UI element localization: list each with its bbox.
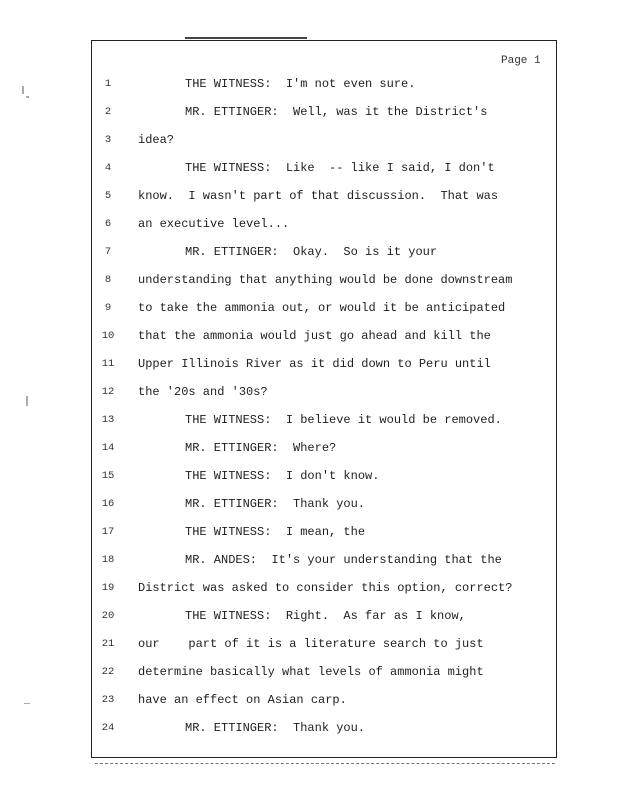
transcript-line [0,550,618,570]
transcript-line [0,662,618,682]
transcript-line [0,326,618,346]
line-text: understanding that anything would be done downstream [138,273,513,287]
line-text: District was asked to consider this option, correct? [138,581,513,595]
transcript-line [0,634,618,654]
transcript-line [0,186,618,206]
line-number: 6 [104,218,112,230]
transcript-line [0,130,618,150]
frame-top-mark [185,37,307,39]
scan-speck [26,96,29,98]
line-text: THE WITNESS: I believe it would be removed. [185,413,502,427]
transcript-line [0,382,618,402]
line-text: to take the ammonia out, or would it be anticipated [138,301,506,315]
frame-bottom-mark [95,763,555,765]
transcript-line [0,354,618,374]
line-text: have an effect on Asian carp. [138,693,347,707]
transcript-line [0,158,618,178]
line-text: THE WITNESS: Like -- like I said, I don't [185,161,495,175]
line-text: MR. ANDES: It's your understanding that the [185,553,502,567]
line-text: THE WITNESS: I don't know. [185,469,380,483]
transcript-line [0,298,618,318]
scan-speck [24,703,30,704]
transcript-line [0,690,618,710]
line-number: 20 [101,610,115,622]
line-text: MR. ETTINGER: Okay. So is it your [185,245,438,259]
line-text: THE WITNESS: Right. As far as I know, [185,609,466,623]
line-number: 4 [104,162,112,174]
line-number: 3 [104,134,112,146]
transcript-line [0,270,618,290]
line-number: 17 [101,526,115,538]
line-number: 23 [101,694,115,706]
transcript-line [0,214,618,234]
line-number: 5 [104,190,112,202]
transcript-line [0,522,618,542]
transcript-line [0,718,618,738]
transcript-line [0,410,618,430]
line-text: THE WITNESS: I mean, the [185,525,366,539]
line-text: an executive level... [138,217,290,231]
line-text: MR. ETTINGER: Well, was it the District's [185,105,488,119]
line-number: 9 [104,302,112,314]
transcript-line [0,438,618,458]
line-text: MR. ETTINGER: Thank you. [185,721,366,735]
page-number-header: Page 1 [501,55,541,67]
transcript-line [0,466,618,486]
line-number: 24 [101,722,115,734]
line-text: know. I wasn't part of that discussion. That was [138,189,499,203]
line-text: our part of it is a literature search to just [138,637,484,651]
line-text: Upper Illinois River as it did down to Peru until [138,357,491,371]
line-text: THE WITNESS: I'm not even sure. [185,77,416,91]
transcript-line [0,242,618,262]
transcript-line [0,74,618,94]
scan-speck [22,86,24,94]
line-number: 7 [104,246,112,258]
line-number: 12 [101,386,115,398]
line-text: that the ammonia would just go ahead and kill the [138,329,491,343]
line-text: the '20s and '30s? [138,385,268,399]
line-number: 11 [101,358,115,370]
line-text: MR. ETTINGER: Where? [185,441,337,455]
line-number: 2 [104,106,112,118]
line-number: 16 [101,498,115,510]
line-number: 14 [101,442,115,454]
transcript-line [0,102,618,122]
line-text: MR. ETTINGER: Thank you. [185,497,366,511]
line-number: 13 [101,414,115,426]
transcript-line [0,578,618,598]
line-text: idea? [138,133,175,147]
line-number: 8 [104,274,112,286]
line-number: 19 [101,582,115,594]
line-number: 18 [101,554,115,566]
line-text: determine basically what levels of ammonia might [138,665,484,679]
transcript-line [0,606,618,626]
line-number: 22 [101,666,115,678]
scan-speck [26,396,28,406]
line-number: 15 [101,470,115,482]
line-number: 21 [101,638,115,650]
line-number: 1 [104,78,112,90]
line-number: 10 [101,330,115,342]
transcript-line [0,494,618,514]
